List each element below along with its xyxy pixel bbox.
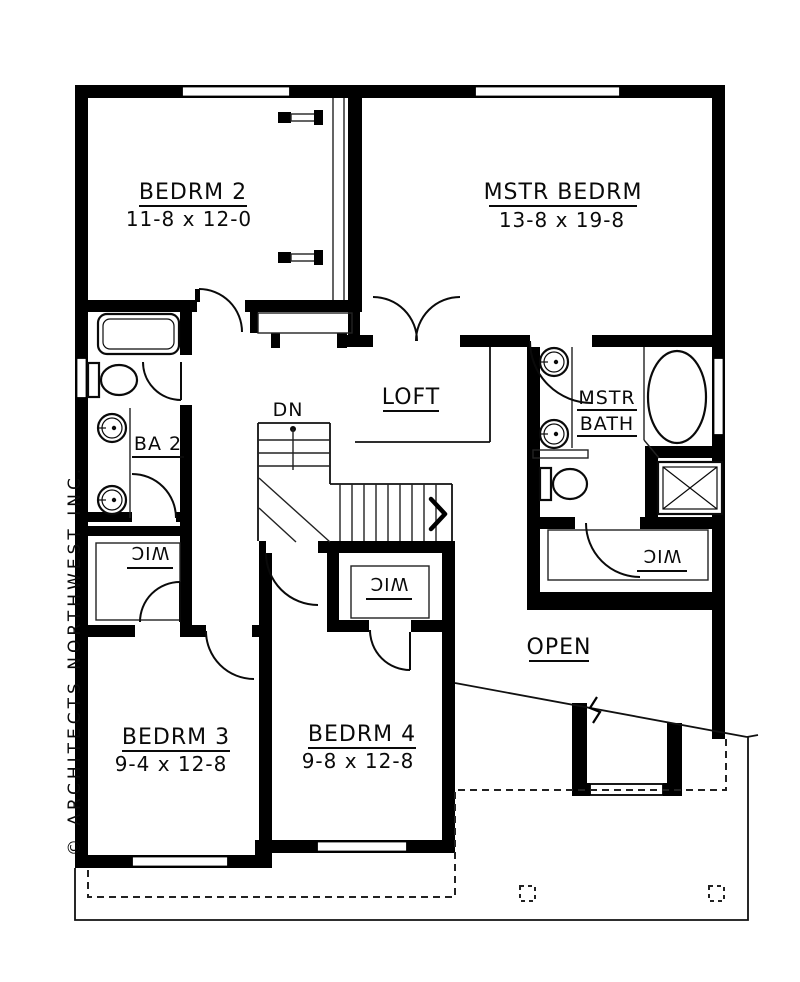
wic2-label: WIC	[369, 573, 409, 594]
shower	[658, 462, 722, 514]
sink-mstr-1	[540, 348, 568, 376]
door-wic2	[370, 630, 410, 670]
roof-slope-line	[455, 683, 747, 737]
door-wic1	[140, 582, 180, 622]
roof-outlines	[75, 683, 758, 920]
door-bedrm4	[266, 553, 318, 605]
door-bath2-inner	[143, 362, 181, 400]
bedrm3-dims: 9-4 x 12-8	[114, 752, 228, 776]
sink-mstr-2	[540, 420, 568, 448]
window-bedrm3	[132, 857, 228, 867]
soaking-tub	[648, 351, 706, 443]
wic1-label: WIC	[130, 542, 170, 563]
mstr-bath-label-1: MSTR	[578, 387, 636, 409]
loft-label: LOFT	[381, 385, 441, 410]
sink-bath2-1	[98, 414, 126, 442]
wic3-label: WIC	[642, 545, 682, 566]
door-wic3	[586, 523, 640, 577]
copyright-text: © ARCHITECTS NORTHWEST INC.	[65, 464, 85, 856]
window-mstr-bath	[714, 358, 724, 435]
mstr-bath-label-2: BATH	[579, 413, 635, 435]
stair-direction-arrow-icon	[431, 499, 445, 529]
bathtub	[98, 314, 179, 354]
open-label: OPEN	[526, 635, 592, 660]
bedrm3-label: BEDRM 3	[121, 725, 231, 750]
bedrm2-closet-shelf	[258, 313, 352, 333]
toilet-bath2	[88, 363, 137, 397]
door-bath2	[132, 474, 176, 518]
mstr-bedrm-dims: 13-8 x 19-8	[498, 208, 626, 232]
door-bedrm3	[206, 631, 254, 679]
shelf-pole-icon	[278, 110, 323, 125]
bath2-label: BA 2	[133, 433, 183, 455]
shelf-pole-icon	[278, 250, 323, 265]
bedrm2-label: BEDRM 2	[138, 180, 248, 205]
stairs	[258, 423, 452, 542]
door-bedrm2	[195, 289, 242, 332]
double-door-mstr-bedrm	[373, 297, 460, 341]
stair-treads	[340, 484, 436, 541]
mstr-bedrm-label: MSTR BEDRM	[483, 180, 643, 205]
post-marker	[520, 886, 535, 901]
down-label: DN	[272, 399, 304, 421]
toilet-mstr	[540, 468, 587, 500]
bedrm4-label: BEDRM 4	[307, 722, 417, 747]
window-bedrm2	[182, 87, 290, 97]
sink-bath2-2	[98, 486, 126, 514]
bedrm4-dims: 9-8 x 12-8	[301, 749, 415, 773]
window-bath2	[77, 358, 87, 398]
post-marker	[709, 886, 724, 901]
window-bedrm4	[317, 842, 407, 852]
wic3-shelf-outline	[548, 530, 708, 580]
bedrm2-dims: 11-8 x 12-0	[125, 207, 253, 231]
window-mstr-bedrm	[475, 87, 620, 97]
